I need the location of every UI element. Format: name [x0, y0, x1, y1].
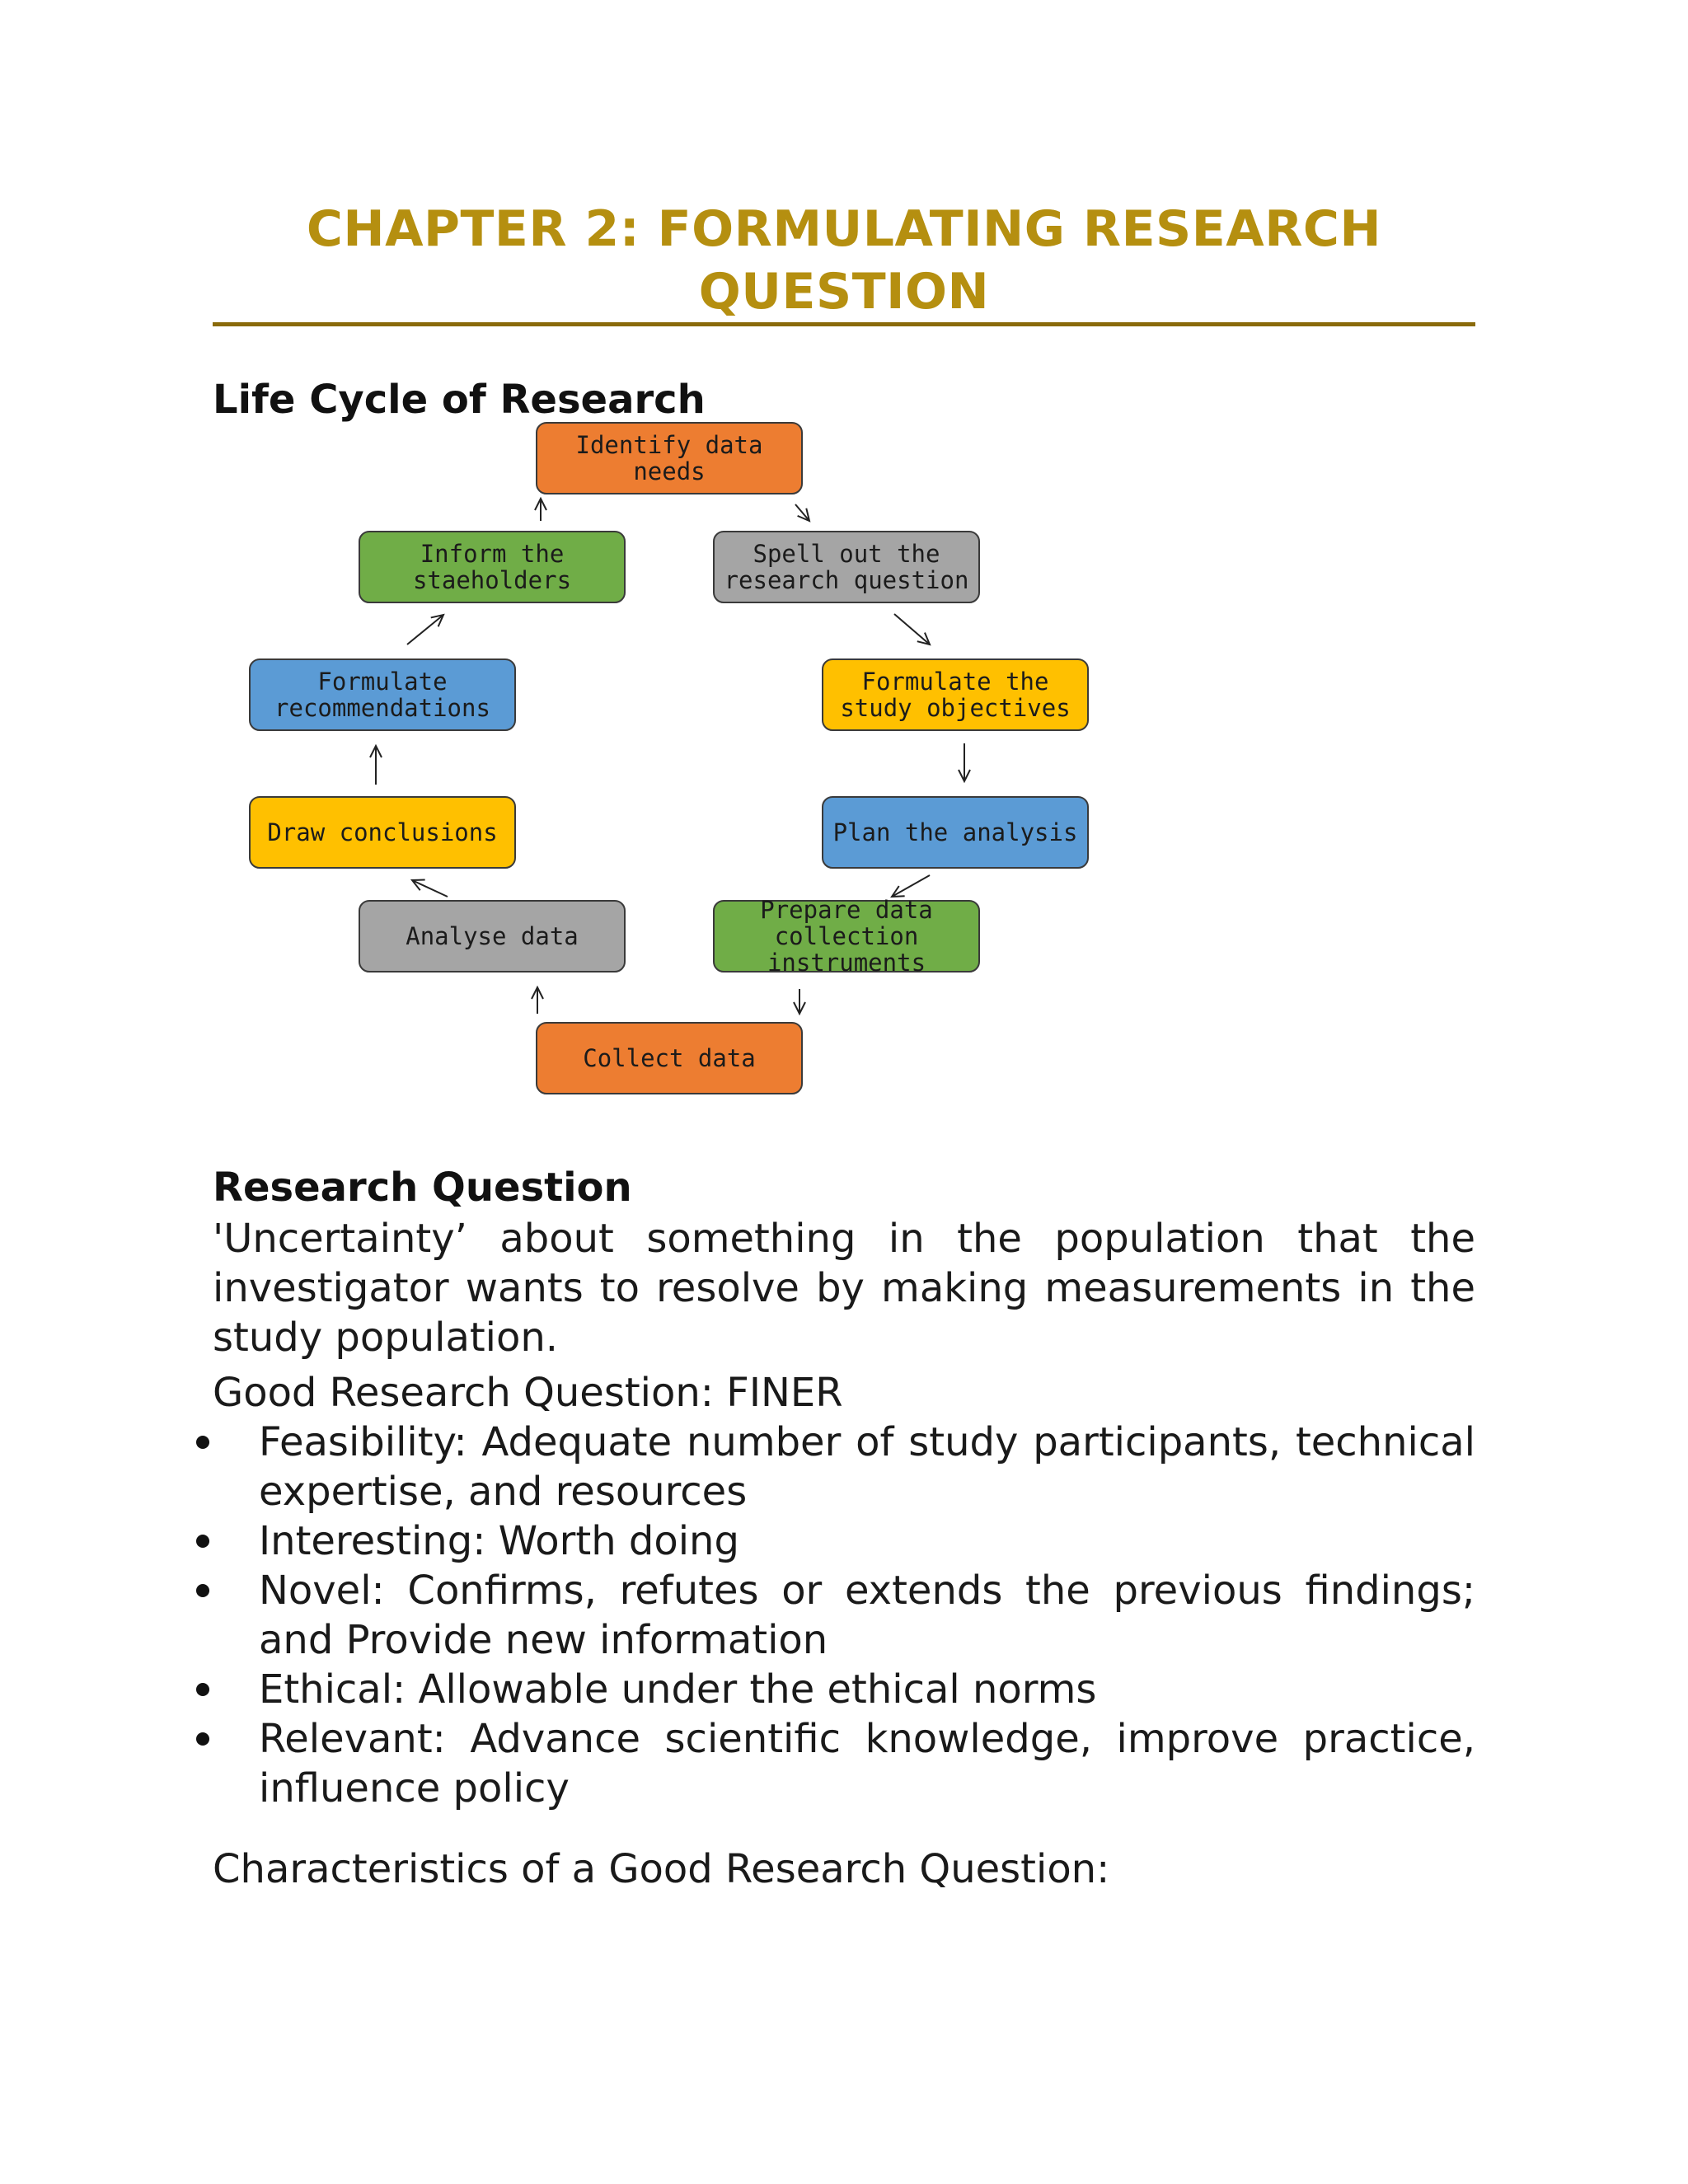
node-label: instruments [767, 949, 926, 977]
flow-arrow [412, 880, 448, 897]
node-label: Spell out the [753, 540, 940, 568]
node-label: research question [724, 566, 969, 594]
flow-arrow [795, 504, 809, 521]
chapter-title-line1: CHAPTER 2: FORMULATING RESEARCH [306, 200, 1382, 258]
flow-arrow [894, 614, 930, 644]
node-label: Collect data [583, 1044, 756, 1072]
lifecycle-node-prepare [714, 896, 979, 977]
node-label: Plan the analysis [832, 818, 1078, 846]
node-label: Formulate the [861, 668, 1049, 696]
bullet-icon [196, 1683, 209, 1696]
node-label: Analyse data [406, 922, 579, 950]
lifecycle-node-analyse [359, 901, 625, 972]
bullet-icon [196, 1436, 209, 1449]
lifecycle-heading: Life Cycle of Research [213, 377, 706, 423]
node-label: collection [774, 922, 919, 950]
finer-item-novel: Novel: Confirms, refutes or extends the previous findings; and Provide new information [188, 1566, 1475, 1665]
definition-text: 'Uncertainty’ about something in the population that the investigator wants to resolve by making measurements in the study population. [213, 1216, 1475, 1361]
node-label: Draw conclusions [267, 818, 498, 846]
lifecycle-node-spell [714, 532, 979, 602]
node-label: Inform the [420, 540, 565, 568]
lifecycle-node-objectives [823, 659, 1088, 730]
research-question-heading: Research Question [213, 1165, 632, 1211]
flow-arrow [407, 615, 443, 644]
lifecycle-node-inform [359, 532, 625, 602]
node-label: staeholders [412, 566, 572, 594]
node-label: Identify data [575, 431, 763, 459]
finer-intro: Good Research Question: FINER [213, 1370, 843, 1416]
bullet-icon [196, 1732, 209, 1746]
characteristics-intro: Characteristics of a Good Research Question: [213, 1846, 1110, 1892]
lifecycle-node-recommend [250, 659, 515, 730]
finer-item-interesting: Interesting: Worth doing [188, 1516, 1475, 1566]
bullet-icon [196, 1584, 209, 1597]
finer-list [188, 1418, 1475, 1813]
finer-item-relevant: Relevant: Advance scientific knowledge, improve practice, influence policy [188, 1714, 1475, 1813]
node-label: recommendations [274, 694, 490, 722]
node-label: study objectives [840, 694, 1071, 722]
node-label: needs [633, 457, 706, 485]
node-label: Formulate [317, 668, 448, 696]
bullet-icon [196, 1535, 209, 1548]
lifecycle-node-collect [537, 1023, 802, 1094]
research-question-definition [213, 1214, 1475, 1362]
lifecycle-node-draw [250, 797, 515, 868]
chapter-title-line2: QUESTION [698, 263, 990, 321]
finer-item-feasibility: Feasibility: Adequate number of study participants, technical expertise, and resources [188, 1418, 1475, 1516]
lifecycle-node-plan [823, 797, 1088, 868]
node-label: Prepare data [760, 896, 933, 924]
finer-item-ethical: Ethical: Allowable under the ethical norms [188, 1665, 1475, 1714]
lifecycle-node-identify [537, 423, 802, 494]
flow-arrow [892, 875, 930, 897]
